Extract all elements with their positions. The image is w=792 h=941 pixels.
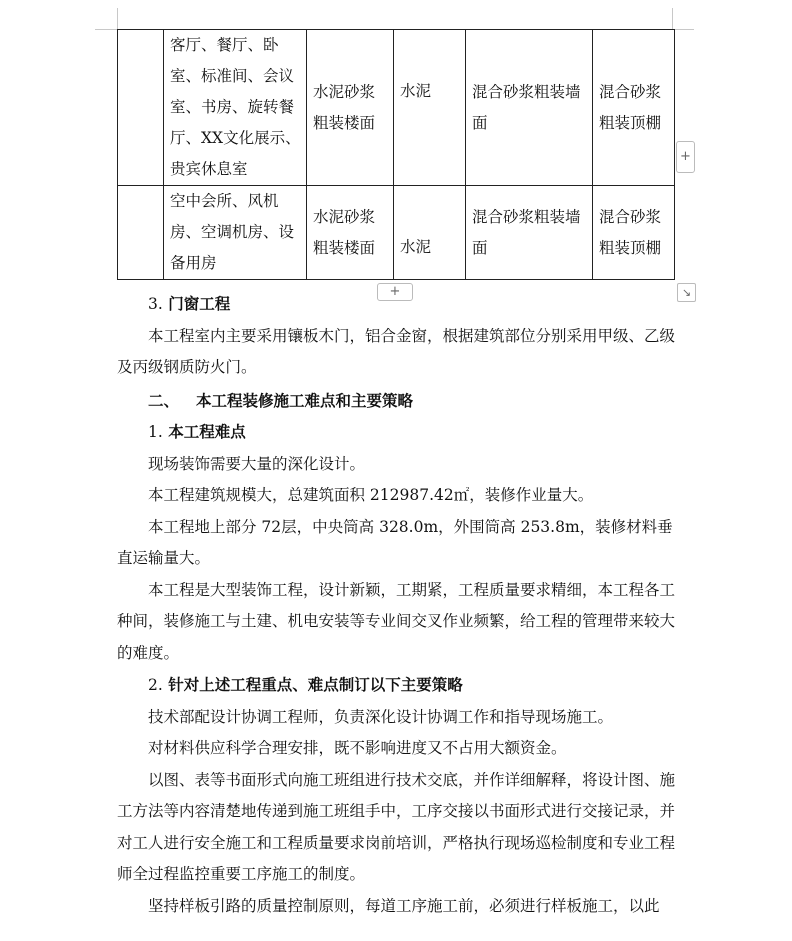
section-heading-doors — [117, 288, 675, 321]
paragraph: 本工程建筑规模大，总建筑面积 212987.42㎡，装修作业量大。 — [148, 486, 594, 504]
section-title: 门窗工程 — [168, 294, 231, 313]
table-cell-rooms[interactable]: 客厅、餐厅、卧室、标准间、会议室、书房、旋转餐厅、XX文化展示、贵宾休息室 — [164, 30, 307, 186]
add-column-button[interactable]: + — [676, 141, 695, 173]
table-cell-empty[interactable] — [118, 186, 164, 280]
chapter-number: 二、 — [148, 390, 180, 410]
paragraph: 本工程是大型装饰工程，设计新颖，工期紧，工程质量要求精细，本工程各工种间，装修施工与土建、机电安装等专业间交叉作业频繁，给工程的管理带来较大的难度。 — [117, 580, 676, 662]
table-cell-floor[interactable]: 水泥砂浆粗装楼面 — [307, 186, 394, 280]
document-body — [117, 288, 675, 922]
paragraph: 坚持样板引路的质量控制原则，每道工序施工前，必须进行样板施工，以此 — [148, 896, 660, 915]
section-number: 2. — [148, 676, 163, 694]
margin-mark-top-left-h — [95, 29, 117, 30]
table-cell-ceiling[interactable]: 混合砂浆粗装顶棚 — [593, 30, 675, 186]
chapter-title: 本工程装修施工难点和主要策略 — [196, 390, 414, 410]
paragraph: 本工程室内主要采用镶板木门，铝合金窗，根据建筑部位分别采用甲级、乙级及丙级钢质防火门。 — [117, 326, 676, 376]
margin-mark-top-right-h — [672, 29, 694, 30]
section-title: 针对上述工程重点、难点制订以下主要策略 — [168, 675, 463, 694]
finish-schedule-table — [117, 29, 675, 280]
section-heading-strategies — [117, 669, 675, 702]
add-row-button[interactable]: + — [377, 283, 413, 301]
table-row — [118, 30, 675, 186]
paragraph: 现场装饰需要大量的深化设计。 — [148, 454, 366, 473]
paragraph: 技术部配设计协调工程师，负责深化设计协调工作和指导现场施工。 — [148, 707, 614, 726]
chapter-heading — [117, 385, 675, 417]
paragraph: 本工程地上部分 72层，中央筒高 328.0m，外围筒高 253.8m，装修材料垂直运输量大。 — [117, 517, 673, 567]
table-cell-base[interactable]: 水泥 — [394, 186, 466, 280]
table-cell-base[interactable]: 水泥 — [394, 30, 466, 186]
section-heading-difficulties — [117, 416, 675, 449]
table-cell-empty[interactable] — [118, 30, 164, 186]
paragraph: 以图、表等书面形式向施工班组进行技术交底，并作详细解释，将设计图、施工方法等内容清楚地传递到施工班组手中，工序交接以书面形式进行交接记录，并对工人进行安全施工和工程质量要求岗前培训，严格执行现场巡检制度和专业工程师全过程监控重要工序施工的制度。 — [117, 770, 676, 883]
table-cell-wall[interactable]: 混合砂浆粗装墙面 — [466, 186, 593, 280]
table-cell-rooms[interactable]: 空中会所、风机房、空调机房、设备用房 — [164, 186, 307, 280]
section-number: 3. — [148, 295, 163, 313]
section-number: 1. — [148, 423, 163, 441]
table-cell-wall[interactable]: 混合砂浆粗装墙面 — [466, 30, 593, 186]
paragraph: 对材料供应科学合理安排，既不影响进度又不占用大额资金。 — [148, 739, 567, 757]
margin-mark-top-right-v — [672, 8, 673, 29]
table-resize-handle[interactable]: ↘ — [677, 283, 696, 302]
section-title: 本工程难点 — [168, 422, 246, 441]
margin-mark-top-left-v — [117, 8, 118, 29]
table-cell-ceiling[interactable]: 混合砂浆粗装顶棚 — [593, 186, 675, 280]
table-cell-floor[interactable]: 水泥砂浆粗装楼面 — [307, 30, 394, 186]
table-row — [118, 186, 675, 280]
